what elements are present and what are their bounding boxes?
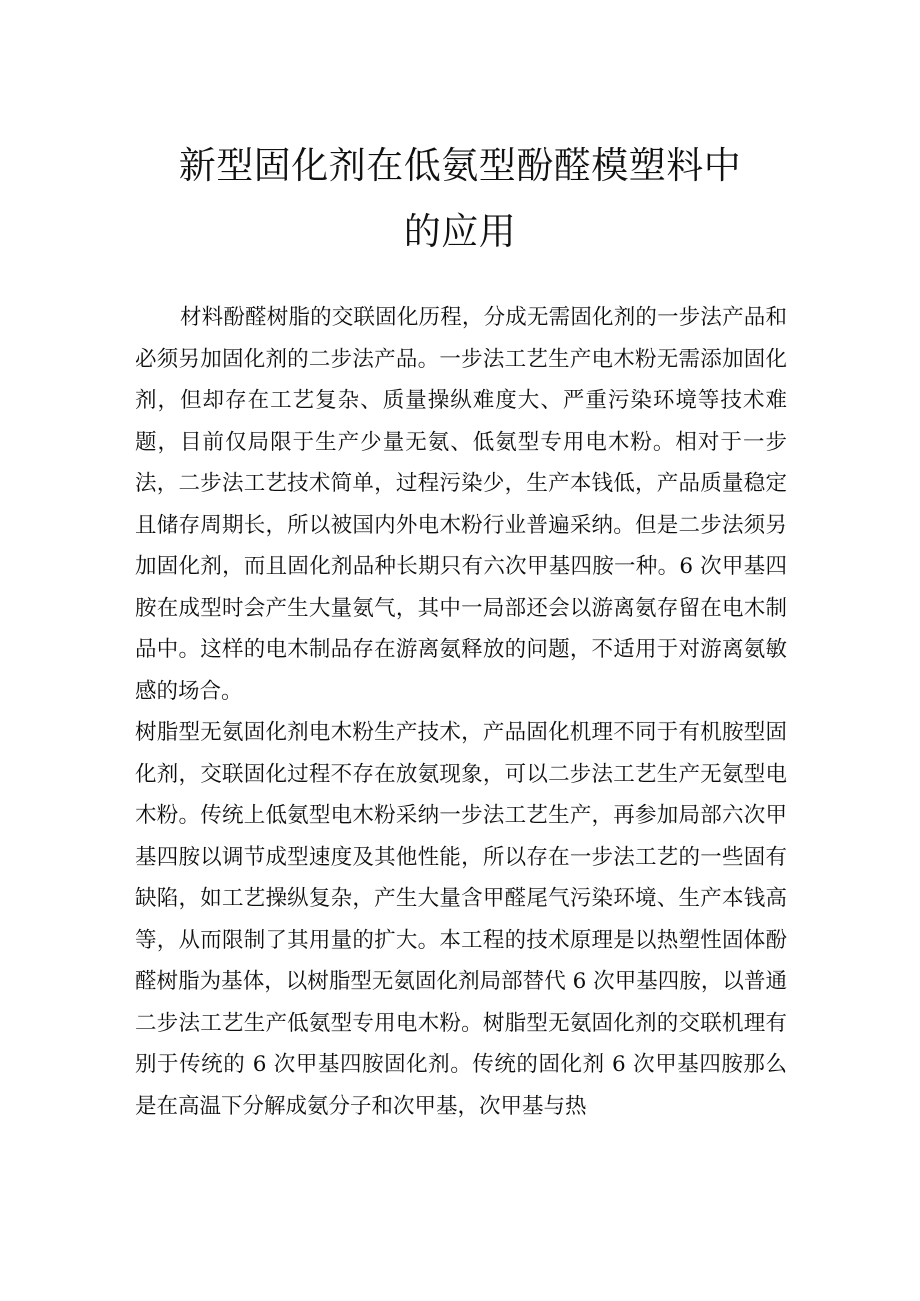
document-body	[135, 297, 787, 1127]
body-paragraph-1: 材料酚醛树脂的交联固化历程，分成无需固化剂的一步法产品和必须另加固化剂的二步法产品。一步法工艺生产电木粉无需添加固化剂，但却存在工艺复杂、质量操纵难度大、严重污染环境等技术难题，目前仅局限于生产少量无氨、低氨型专用电木粉。相对于一步法，二步法工艺技术简单，过程污染少，生产本钱低，产品质量稳定且储存周期长，所以被国内外电木粉行业普遍采纳。但是二步法须另加固化剂，而且固化剂品种长期只有六次甲基四胺一种。6 次甲基四胺在成型时会产生大量氨气，其中一局部还会以游离氨存留在电木制品中。这样的电木制品存在游离氨释放的问题，不适用于对游离氨敏感的场合。	[135, 305, 787, 704]
body-paragraph-2: 树脂型无氨固化剂电木粉生产技术，产品固化机理不同于有机胺型固化剂，交联固化过程不存在放氨现象，可以二步法工艺生产无氨型电木粉。传统上低氨型电木粉采纳一步法工艺生产，再参加局部六次甲基四胺以调节成型速度及其他性能，所以存在一步法工艺的一些固有缺陷，如工艺操纵复杂，产生大量含甲醛尾气污染环境、生产本钱高等，从而限制了其用量的扩大。本工程的技术原理是以热塑性固体酚醛树脂为基体，以树脂型无氨固化剂局部替代 6 次甲基四胺，以普通二步法工艺生产低氨型专用电木粉。树脂型无氨固化剂的交联机理有别于传统的 6 次甲基四胺固化剂。传统的固化剂 6 次甲基四胺那么是在高温下分解成氨分子和次甲基，次甲基与热	[135, 720, 787, 1119]
page-title	[135, 133, 785, 265]
page-title-line-2: 的应用	[403, 210, 517, 253]
page-title-line-1: 新型固化剂在低氨型酚醛模塑料中	[178, 144, 742, 187]
